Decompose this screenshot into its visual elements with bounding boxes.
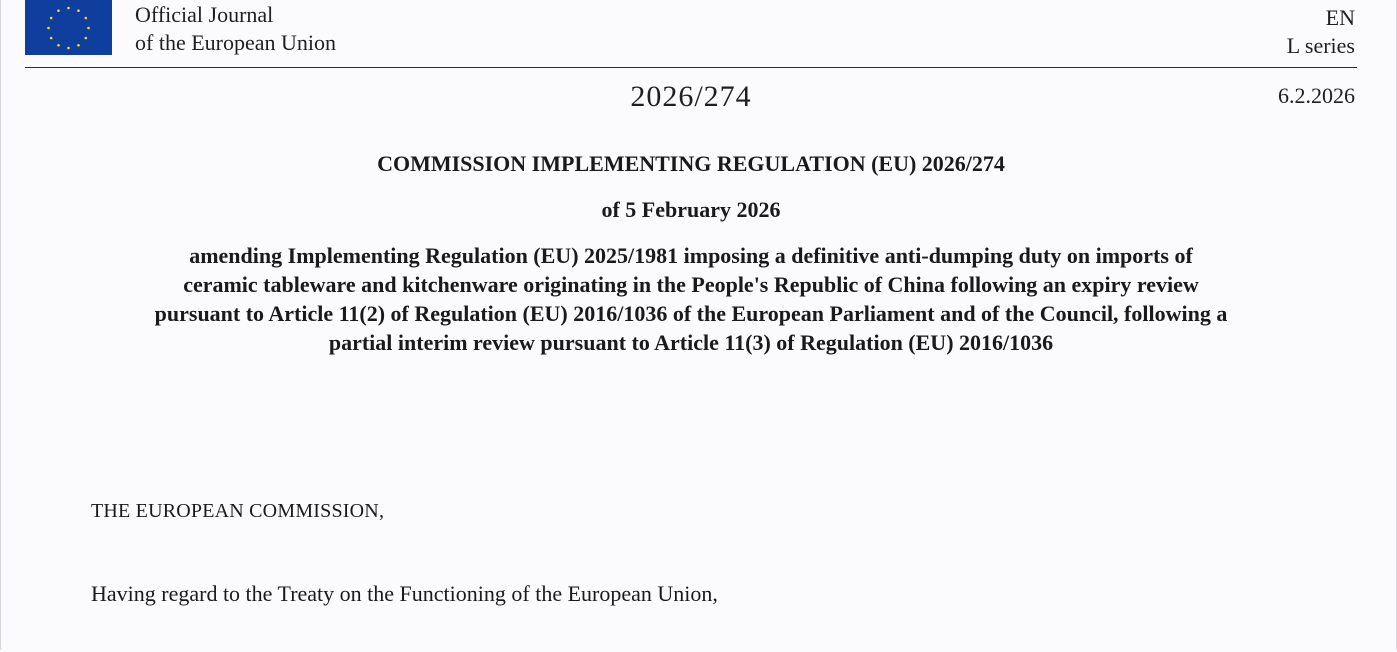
language-code: EN (1325, 5, 1355, 30)
regulation-subject: amending Implementing Regulation (EU) 2025/1981 imposing a definitive anti-dumping duty on imports of ceramic tableware and kitchenware originating in the People's Republic of China following an expiry review pursuant to Article 11(2) of Regulation (EU) 2016/1036 of the European Parliament and of the Council, following a partial interim review pursuant to Article 11(3) of Regulation (EU) 2016/1036 (154, 243, 1228, 355)
series-label: L series (1286, 33, 1355, 58)
journal-title (135, 1, 336, 57)
header-divider (25, 67, 1357, 68)
document-number: 2026/274 (630, 80, 752, 113)
journal-title-line2: of the European Union (135, 30, 336, 55)
eu-flag-icon (25, 0, 112, 55)
regulation-title: COMMISSION IMPLEMENTING REGULATION (EU) 2026/274 (377, 151, 1005, 176)
header-meta (1287, 4, 1355, 60)
recital-1: Having regard to the Treaty on the Functioning of the European Union, (91, 581, 718, 606)
regulation-date: of 5 February 2026 (601, 197, 781, 222)
publication-date: 6.2.2026 (1278, 83, 1355, 108)
preamble: THE EUROPEAN COMMISSION, (91, 500, 385, 522)
journal-title-line1: Official Journal (135, 2, 274, 27)
